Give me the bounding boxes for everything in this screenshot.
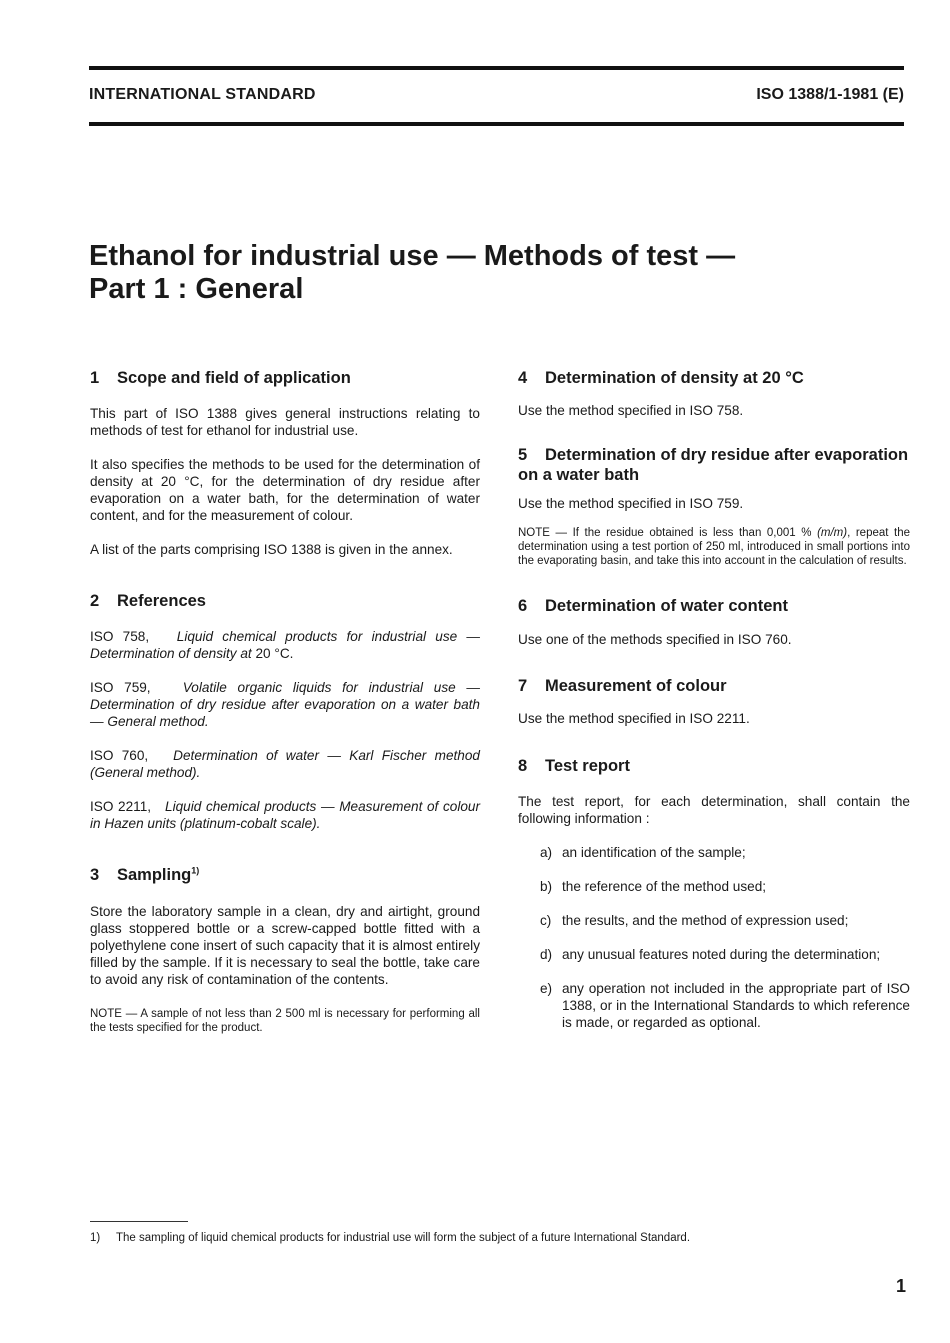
section-water-content	[518, 596, 910, 648]
reference-item	[90, 679, 480, 730]
section-test-report	[518, 756, 910, 1031]
footnote-marker: 1)	[191, 865, 200, 876]
footnote-text: The sampling of liquid chemical products for industrial use will form the subject of a future International Standard.	[116, 1232, 691, 1244]
section-heading	[518, 756, 910, 776]
list-item	[540, 878, 910, 895]
paragraph: It also specifies the methods to be used for the determination of density at 20 °C, for the determination of dry residue after evaporation on a water bath, for the determination of water content, and for the measurement of colour.	[90, 457, 480, 523]
standard-number: ISO 1388/1-1981 (E)	[756, 86, 904, 103]
note-text: , repeat the determination using a test portion of 250 ml, introduced in small portions into the evaporating basin, and take this into account in the calculation of results.	[518, 527, 911, 567]
reference-title: Determination of water — Karl Fischer method (General method).	[90, 748, 480, 780]
paragraph: Use the method specified in ISO 758.	[518, 403, 744, 418]
list-item-label: b)	[540, 879, 553, 894]
paragraph: A list of the parts comprising ISO 1388 is given in the annex.	[90, 542, 453, 557]
section-title: Scope and field of application	[117, 369, 351, 387]
section-number: 1	[90, 369, 100, 387]
reference-code: ISO 759,	[90, 680, 151, 695]
reference-code: ISO 758,	[90, 629, 150, 644]
section-number: 6	[518, 597, 528, 615]
note-text: NOTE — If the residue obtained is less than 0,001 %	[518, 527, 818, 539]
paragraph: Use the method specified in ISO 2211.	[518, 711, 750, 726]
section-title: References	[117, 592, 206, 610]
section-heading	[518, 445, 910, 485]
footnote-rule	[90, 1221, 188, 1222]
section-heading	[518, 676, 910, 696]
section-title: Sampling	[117, 866, 192, 884]
reference-tail: 20 °C.	[251, 646, 294, 661]
list-item-text: the results, and the method of expression used;	[562, 913, 849, 928]
section-number: 4	[518, 369, 528, 387]
reference-title: Liquid chemical products — Measurement of colour in Hazen units (platinum-cobalt scale).	[90, 799, 480, 831]
list-item-label: a)	[540, 845, 553, 860]
header-top-rule	[89, 66, 904, 70]
section-heading	[518, 596, 910, 616]
section-heading	[518, 368, 910, 388]
right-column	[518, 368, 910, 1031]
footnote-number: 1)	[90, 1232, 101, 1244]
header-bottom-rule	[89, 122, 904, 126]
section-title: Determination of water content	[545, 597, 788, 615]
section-title: Determination of density at 20 °C	[545, 369, 804, 387]
note-unit: (m/m)	[817, 527, 848, 539]
footnote	[90, 1231, 910, 1245]
note: NOTE — A sample of not less than 2 500 ml is necessary for performing all the tests specified for the product.	[90, 1008, 480, 1034]
list-item-text: an identification of the sample;	[562, 845, 746, 860]
note	[518, 526, 910, 568]
section-density	[518, 368, 910, 419]
list-item	[540, 844, 910, 861]
section-heading	[90, 368, 480, 388]
section-sampling	[90, 865, 480, 1035]
reference-item	[90, 747, 480, 781]
document-title	[89, 240, 869, 306]
section-title: Test report	[545, 757, 630, 775]
section-number: 3	[90, 866, 100, 884]
reference-code: ISO 760,	[90, 748, 149, 763]
reference-code: ISO 2211,	[90, 799, 152, 814]
list-item-label: d)	[540, 947, 553, 962]
title-line-1: Ethanol for industrial use — Methods of test —	[89, 240, 736, 272]
section-dry-residue	[518, 445, 910, 568]
list-item-label: c)	[540, 913, 552, 928]
report-items-list	[540, 844, 910, 1031]
section-heading	[90, 865, 480, 885]
section-number: 7	[518, 677, 528, 695]
paragraph: Use one of the methods specified in ISO 760.	[518, 632, 792, 647]
list-item-label: e)	[540, 981, 553, 996]
document-type-label: INTERNATIONAL STANDARD	[89, 86, 316, 103]
reference-item	[90, 628, 480, 662]
left-column	[90, 368, 480, 1035]
section-title: Determination of dry residue after evaporation on a water bath	[518, 446, 909, 484]
reference-title: Liquid chemical products for industrial use — Determination of density at	[90, 629, 480, 661]
section-number: 5	[518, 446, 528, 464]
paragraph: This part of ISO 1388 gives general instructions relating to methods of test for ethanol for industrial use.	[90, 406, 480, 438]
section-number: 8	[518, 757, 528, 775]
list-item	[540, 912, 910, 929]
title-line-2: Part 1 : General	[89, 273, 304, 305]
list-item	[540, 946, 910, 963]
page-number: 1	[895, 1276, 906, 1296]
reference-item	[90, 798, 480, 832]
list-item-text: any unusual features noted during the determination;	[562, 947, 881, 962]
paragraph: Use the method specified in ISO 759.	[518, 496, 744, 511]
paragraph: The test report, for each determination, shall contain the following information :	[518, 794, 910, 826]
list-item-text: any operation not included in the appropriate part of ISO 1388, or in the International Standards to which reference is made, or regarded as optional.	[562, 981, 910, 1030]
section-scope	[90, 368, 480, 558]
section-colour	[518, 676, 910, 727]
section-references	[90, 591, 480, 832]
reference-title: Volatile organic liquids for industrial use — Determination of dry residue after evaporation on a water bath — General method.	[90, 680, 480, 729]
section-heading	[90, 591, 480, 611]
section-number: 2	[90, 592, 100, 610]
list-item	[540, 980, 910, 1031]
section-title: Measurement of colour	[545, 677, 727, 695]
list-item-text: the reference of the method used;	[562, 879, 767, 894]
paragraph: Store the laboratory sample in a clean, dry and airtight, ground glass stoppered bottle or a screw-capped bottle fitted with a polyethylene cone insert of such capacity that it is almost entirely filled by the sample. If it is necessary to seal the bottle, take care to avoid any risk of contamination of the contents.	[90, 904, 480, 987]
